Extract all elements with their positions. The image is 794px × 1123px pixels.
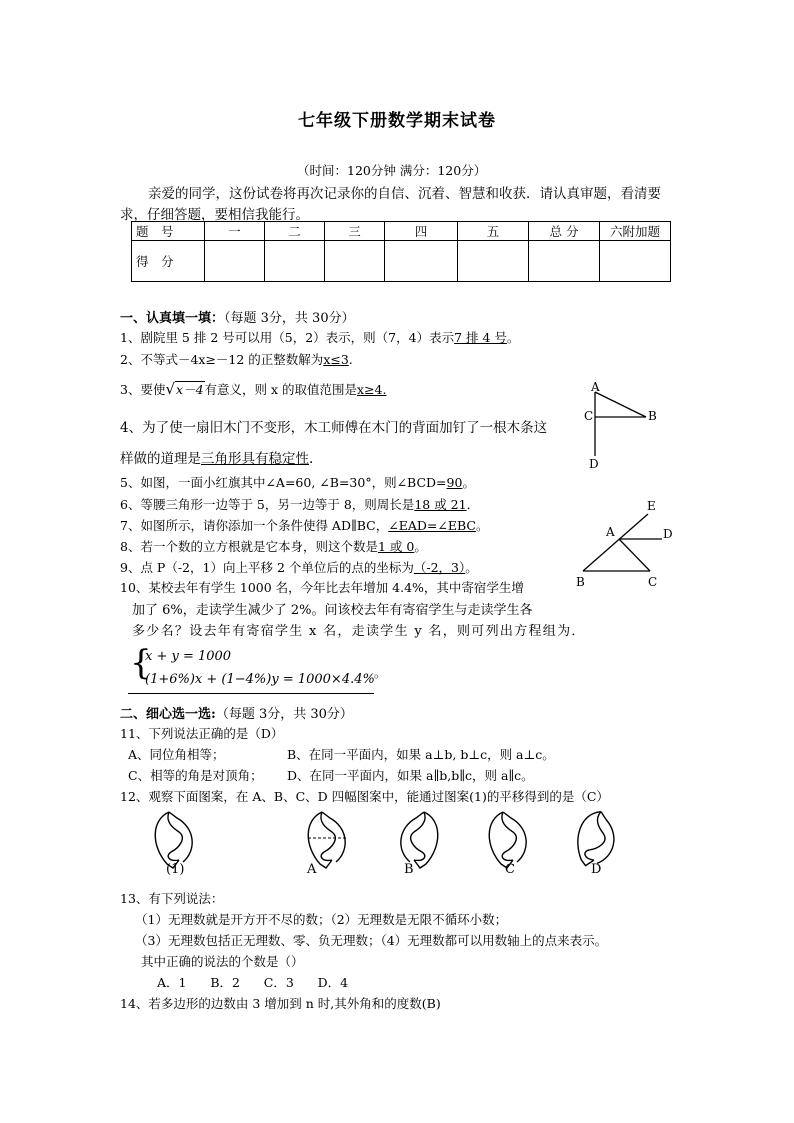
q2-text: 2、不等式－4x≥－12 的正整数解为 <box>120 352 324 367</box>
q9-end: 。 <box>465 560 478 575</box>
parallel-figure <box>570 500 680 590</box>
flag-label-d: D <box>589 457 599 471</box>
q7-end: 。 <box>475 518 489 533</box>
q3-prefix: 3、要使 <box>120 382 166 397</box>
question-5 <box>120 473 475 491</box>
leaf-label-c: C <box>505 862 515 877</box>
q6-answer: 18 或 21 <box>414 497 467 512</box>
question-14: 14、若多边形的边数由 3 增加到 n 时,其外角和的度数(B) <box>120 996 441 1011</box>
score-table <box>131 221 671 282</box>
q1-text: 1、剧院里 5 排 2 号可以用（5，2）表示，则（7，4）表示 <box>120 330 455 345</box>
question-2 <box>120 350 353 368</box>
question-6 <box>120 495 479 513</box>
parallel-label-a: A <box>606 525 615 539</box>
question-4-line-1: 4、为了使一扇旧木门不变形，木工师傅在木门的背面加钉了一根木条这 <box>120 420 548 436</box>
score-cell <box>529 241 600 282</box>
q13-options: A．1 B．2 C．3 D．4 <box>157 975 349 990</box>
intro-line-2: 求，仔细答题，要相信我能行。 <box>120 207 309 223</box>
section2-note: （每题 3分，共 30分） <box>215 707 353 722</box>
intro-line-1: 亲爱的同学，这份试卷将再次记录你的自信、沉着、智慧和收获．请认真审题，看清要 <box>148 186 661 202</box>
parallel-label-e: E <box>647 499 656 513</box>
score-header-cell: 四 <box>385 222 458 241</box>
flag-label-a: A <box>591 380 600 394</box>
equation-2: (1+6%)x + (1−4%)y = 1000×4.4% <box>145 672 375 687</box>
score-header-cell: 总 分 <box>529 222 600 241</box>
leaf-pattern-b <box>401 812 438 868</box>
q11-option-c: C、相等的角是对顶角； <box>128 768 263 783</box>
score-cell <box>385 241 458 282</box>
parallel-label-d: D <box>663 527 673 541</box>
question-7 <box>120 516 488 534</box>
score-header-cell: 六附加题 <box>600 222 671 241</box>
line-be <box>583 514 648 571</box>
q7-answer: ∠EAD=∠EBC <box>388 518 476 533</box>
leaf-patterns <box>140 808 640 876</box>
section1-heading <box>120 307 355 326</box>
parallel-label-c: C <box>648 575 658 589</box>
leaf-label-b: B <box>404 862 414 877</box>
q3-answer: x≥4. <box>357 382 387 397</box>
exam-subtitle: （时间：120分钟 满分：120分） <box>297 163 487 178</box>
flag-label-c: C <box>584 409 594 423</box>
q5-text: 5、如图，一面小红旗其中∠A=60, ∠B=30°，则∠BCD= <box>120 475 447 490</box>
q11-option-b: B、在同一平面内，如果 a⊥b, b⊥c，则 a⊥c。 <box>287 747 555 762</box>
q8-answer: 1 或 0 <box>377 539 415 554</box>
q3-mid: 有意义，则 x 的取值范围是 <box>204 382 358 397</box>
section2-heading <box>120 703 353 722</box>
question-10-line-3: 多少名？设去年有寄宿学生 x 名，走读学生 y 名，则可列出方程组为． <box>132 624 586 639</box>
score-cell <box>325 241 385 282</box>
leaf-label-d: D <box>591 862 602 877</box>
section1-note: （每题 3分，共 30分） <box>224 311 355 326</box>
question-12: 12、观察下面图案，在 A、B、C、D 四幅图案中，能通过图案(1)的平移得到的是（C） <box>120 789 609 804</box>
question-11: 11、下列说法正确的是（D） <box>120 726 284 741</box>
question-9 <box>120 558 478 576</box>
equation-brace: { <box>130 643 152 683</box>
page-title: 七年级下册数学期末试卷 <box>298 111 496 131</box>
score-header-cell: 一 <box>205 222 265 241</box>
section2-title: 二、细心选一选: <box>120 707 216 722</box>
q9-answer: （-2，3） <box>413 560 466 575</box>
score-header-cell: 二 <box>265 222 325 241</box>
score-row-label: 得 分 <box>132 241 205 282</box>
q3-radicand: x－4 <box>176 382 204 397</box>
q4-answer: 三角形具有稳定性 <box>201 451 309 467</box>
question-1 <box>120 328 519 346</box>
q5-answer: 90 <box>446 475 463 490</box>
q13-statement-3: 其中正确的说法的个数是（） <box>141 954 304 969</box>
question-8 <box>120 537 427 555</box>
equation-end: 。 <box>374 666 387 680</box>
q11-option-d: D、在同一平面内，如果 a∥b,b∥c，则 a∥c。 <box>287 768 534 783</box>
leaf-label-1: (1) <box>166 862 185 877</box>
leaf-pattern-1 <box>155 812 192 868</box>
leaf-label-a: A <box>307 862 317 877</box>
flag-edge-ab <box>595 392 646 417</box>
line-ac <box>619 539 650 571</box>
q9-text: 9、点 P（-2，1）向上平移 2 个单位后的点的坐标为 <box>120 560 414 575</box>
question-3 <box>120 380 386 398</box>
q7-text: 7、如图所示，请你添加一个条件使得 AD∥BC， <box>120 518 389 533</box>
q5-end: 。 <box>462 475 475 490</box>
q4-prefix: 样做的道理是 <box>120 451 201 467</box>
sqrt-symbol: √ <box>165 380 176 398</box>
q11-option-a: A、同位角相等； <box>128 747 225 762</box>
score-cell <box>205 241 265 282</box>
score-cell <box>600 241 671 282</box>
q8-end: 。 <box>414 539 427 554</box>
q6-end: ． <box>466 497 480 512</box>
q2-end: . <box>348 352 353 367</box>
q13-statement-2: （3）无理数包括正无理数、零、负无理数；（4）无理数都可以用数轴上的点来表示。 <box>135 933 608 948</box>
question-13: 13、有下列说法： <box>120 891 224 906</box>
parallel-label-b: B <box>576 575 585 589</box>
q1-end: 。 <box>506 330 520 345</box>
leaf-pattern-a <box>308 812 348 868</box>
question-10-line-1: 10、某校去年有学生 1000 名，今年比去年增加 4.4%，其中寄宿学生增 <box>120 580 524 595</box>
score-cell <box>265 241 325 282</box>
q8-text: 8、若一个数的立方根就是它本身，则这个数是 <box>120 539 378 554</box>
flag-label-b: B <box>648 409 657 423</box>
equation-1: x + y = 1000 <box>145 649 232 664</box>
score-header-cell: 题 号 <box>132 222 205 241</box>
q1-answer: 7 排 4 号 <box>454 330 507 345</box>
q4-end: . <box>309 451 314 467</box>
q13-statement-1: （1）无理数就是开方开不尽的数；（2）无理数是无限不循环小数； <box>135 912 508 927</box>
leaf-pattern-c <box>489 812 526 868</box>
score-header-cell: 三 <box>325 222 385 241</box>
score-cell <box>458 241 529 282</box>
equation-underline <box>128 693 374 694</box>
section1-title: 一、认真填一填： <box>120 311 225 326</box>
question-4-line-2 <box>120 447 313 467</box>
q6-text: 6、等腰三角形一边等于 5，另一边等于 8，则周长是 <box>120 497 415 512</box>
q2-answer: x≤3 <box>323 352 349 367</box>
score-header-cell: 五 <box>458 222 529 241</box>
question-10-line-2: 加了 6%，走读学生减少了 2%。问该校去年有寄宿学生与走读学生各 <box>132 603 533 618</box>
